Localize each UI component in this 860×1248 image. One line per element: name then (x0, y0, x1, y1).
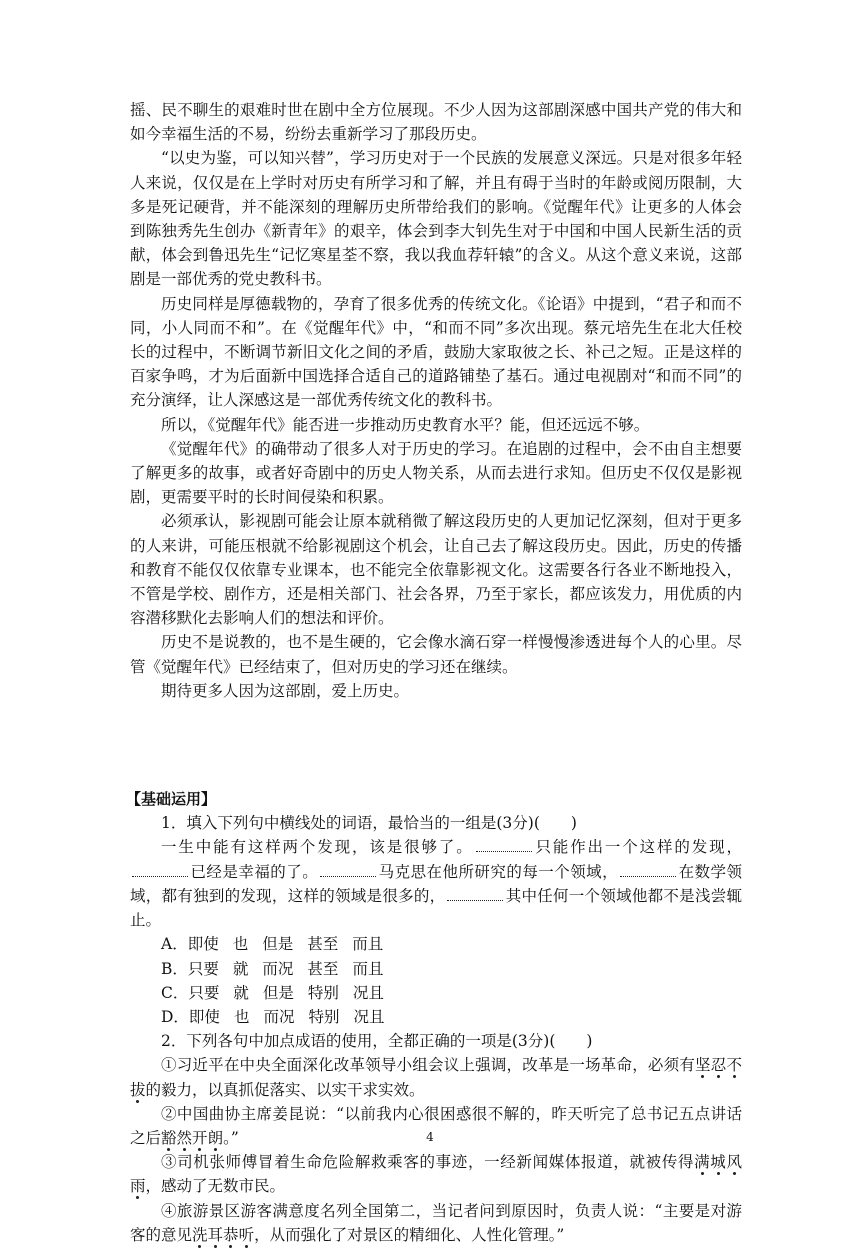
option-c (130, 981, 742, 1005)
option-word: 而况 (263, 1007, 295, 1026)
option-word: 甚至 (307, 959, 339, 978)
q1-text-part: 其中任何一个领域他都不是浅尝辄止。 (130, 886, 742, 930)
option-b (130, 957, 742, 981)
option-word: 而且 (352, 935, 384, 954)
fill-blank (132, 862, 188, 877)
option-word: D．即使 (161, 1007, 220, 1026)
article-paragraph: 历史不是说教的，也不是生硬的，它会像水滴石穿一样慢慢渗透进每个人的心里。尽管《觉醒年代》已经结束了，但对历史的学习还在继续。 (130, 633, 742, 676)
option-word: 就 (232, 959, 249, 978)
dotted-char: 拔 (130, 1080, 146, 1099)
option-word: 但是 (262, 983, 294, 1002)
sentence-text: ，从而强化了对景区的精细化、人性化管理。” (254, 1225, 565, 1244)
fill-blank (447, 886, 503, 901)
q1-text-part: 马克思在他所研究的每一个领域， (378, 862, 619, 881)
article-paragraph: “以史为鉴，可以知兴替”，学习历史对于一个民族的发展意义深远。只是对很多年轻人来说，仅仅是在上学时对历史有所学习和了解，并且有碍于当时的年龄或阅历限制，大多是死记硬背，并不能深刻的理解历史所带给我们的影响。《觉醒年代》让更多的人体会到陈独秀先生创办《新青年》的艰辛，体会到李大钊先生对于中国和中国人民新生活的贡献，体会到鲁迅先生“记忆寒星荃不察，我以我血荐轩辕”的含义。从这个意义来说，这部剧是一部优秀的党史教科书。 (130, 149, 742, 289)
q1-text-part: 一生中能有这样两个发现，该是很够了。 (161, 838, 474, 857)
sentence-text: ③司机张师傅冒着生命危险解救乘客的事迹，一经新闻媒体报道，就被传得 (161, 1153, 695, 1172)
sentence-text: ，感动了无数市民。 (145, 1177, 286, 1196)
option-word: B．只要 (161, 959, 219, 978)
dotted-char: 耳 (207, 1225, 224, 1244)
option-word: 况且 (352, 983, 384, 1002)
dotted-char: 坚 (695, 1056, 711, 1075)
option-word: 况且 (353, 1007, 385, 1026)
question-2-sentence-1 (130, 1053, 742, 1101)
section-gap (130, 703, 742, 787)
article-paragraph: 所以，《觉醒年代》能否进一步推动历史教育水平？能，但还远远不够。 (161, 415, 650, 434)
document-page (126, 98, 742, 1247)
article-paragraph: 必须承认，影视剧可能会让原本就稍微了解这段历史的人更加记忆深刻，但对于更多的人来讲，可能压根就不给影视剧这个机会，让自己去了解这段历史。因此，历史的传播和教育不能仅仅依靠专业课本，也不能完全依靠影视文化。这需要各行各业不断地投入，不管是学校、剧作方，还是相关部门、社会各界，乃至于家长，都应该发力，用优质的内容潜移默化去影响人们的想法和评价。 (130, 512, 742, 628)
dotted-char: 恭 (223, 1225, 239, 1244)
option-word: 但是 (262, 935, 294, 954)
question-1-text (130, 835, 742, 932)
question-2-sentence-4 (130, 1199, 742, 1247)
sentence-text: ②中国曲协主席姜昆说：“以前我内心很困惑很不解的，昨天听完了总书记五点讲话之后 (130, 1104, 742, 1147)
sentence-text: ④旅游景区游客满意度名列全国第二，当记者问到原因时，负责人说：“主要是对游客的意见 (130, 1201, 742, 1244)
article-paragraph: 历史同样是厚德载物的，孕育了很多优秀的传统文化。《论语》中提到，“君子和而不同，小人同而不和”。在《觉醒年代》中，“和而不同”多次出现。蔡元培先生在北大任校长的过程中，不断调节新旧文化之间的矛盾，鼓励大家取彼之长、补己之短。正是这样的百家争鸣，才为后面新中国选择合适自己的道路铺垫了基石。通过电视剧对“和而不同”的充分演绎，让人深感这是一部优秀传统文化的教科书。 (130, 294, 742, 410)
dotted-char: 朗 (207, 1128, 224, 1147)
q1-text-part: 在数学领域，都有独到的发现，这样的领域是很多的， (130, 862, 742, 905)
question-2-stem: 2．下列各句中加点成语的使用，全都正确的一项是(3分)( ) (161, 1032, 593, 1051)
sentence-text: 的毅力，以真抓促落实、以实干求实效。 (145, 1080, 425, 1099)
option-word: 特别 (308, 1007, 340, 1026)
section-heading: 【基础运用】 (126, 790, 217, 809)
question-2-sentence-3 (130, 1150, 742, 1198)
dotted-char: 满 (694, 1153, 711, 1172)
fill-blank (476, 837, 532, 852)
article-paragraph: 摇、民不聊生的艰难时世在剧中全方位展现。不少人因为这部剧深感中国共产党的伟大和如今幸福生活的不易，纷纷去重新学习了那段历史。 (130, 101, 742, 144)
article-paragraph: 《觉醒年代》的确带动了很多人对于历史的学习。在追剧的过程中，会不由自主想要了解更多的故事，或者好奇剧中的历史人物关系，从而去进行求知。但历史不仅仅是影视剧，更需要平时的长时间侵染和积累。 (130, 439, 742, 507)
option-word: 甚至 (307, 935, 339, 954)
option-d (130, 1005, 742, 1029)
dotted-char: 然 (176, 1128, 193, 1147)
question-1-stem: 1．填入下列句中横线处的词语，最恰当的一组是(3分)( ) (161, 814, 577, 833)
article-paragraph: 期待更多人因为这部剧，爱上历史。 (161, 681, 410, 700)
option-word: 而且 (352, 959, 384, 978)
dotted-char: 洗 (192, 1225, 208, 1244)
fill-blank (320, 862, 376, 877)
option-word: 就 (233, 983, 249, 1002)
option-word: C．只要 (161, 983, 220, 1002)
dotted-char: 开 (192, 1128, 208, 1147)
page-number: 4 (426, 1130, 434, 1144)
q1-text-part: 只能作出一个这样的发现， (533, 838, 742, 857)
dotted-char: 雨 (130, 1177, 146, 1196)
dotted-char: 豁 (161, 1128, 177, 1147)
dotted-char: 忍 (710, 1056, 727, 1075)
option-word: 也 (233, 1007, 250, 1026)
option-word: 也 (232, 935, 249, 954)
option-word: A．即使 (161, 935, 219, 954)
dotted-char: 城 (710, 1153, 727, 1172)
q1-text-part: 已经是幸福的了。 (190, 862, 319, 881)
sentence-text: 。” (223, 1128, 239, 1147)
option-word: 特别 (307, 983, 339, 1002)
fill-blank (620, 862, 676, 877)
sentence-text: ①习近平在中央全面深化改革领导小组会议上强调，改革是一场革命，必须有 (161, 1056, 696, 1075)
dotted-char: 听 (238, 1225, 255, 1244)
dotted-char: 风 (726, 1153, 742, 1172)
option-word: 而况 (262, 959, 294, 978)
option-a (130, 932, 742, 956)
dotted-char: 不 (726, 1056, 742, 1075)
